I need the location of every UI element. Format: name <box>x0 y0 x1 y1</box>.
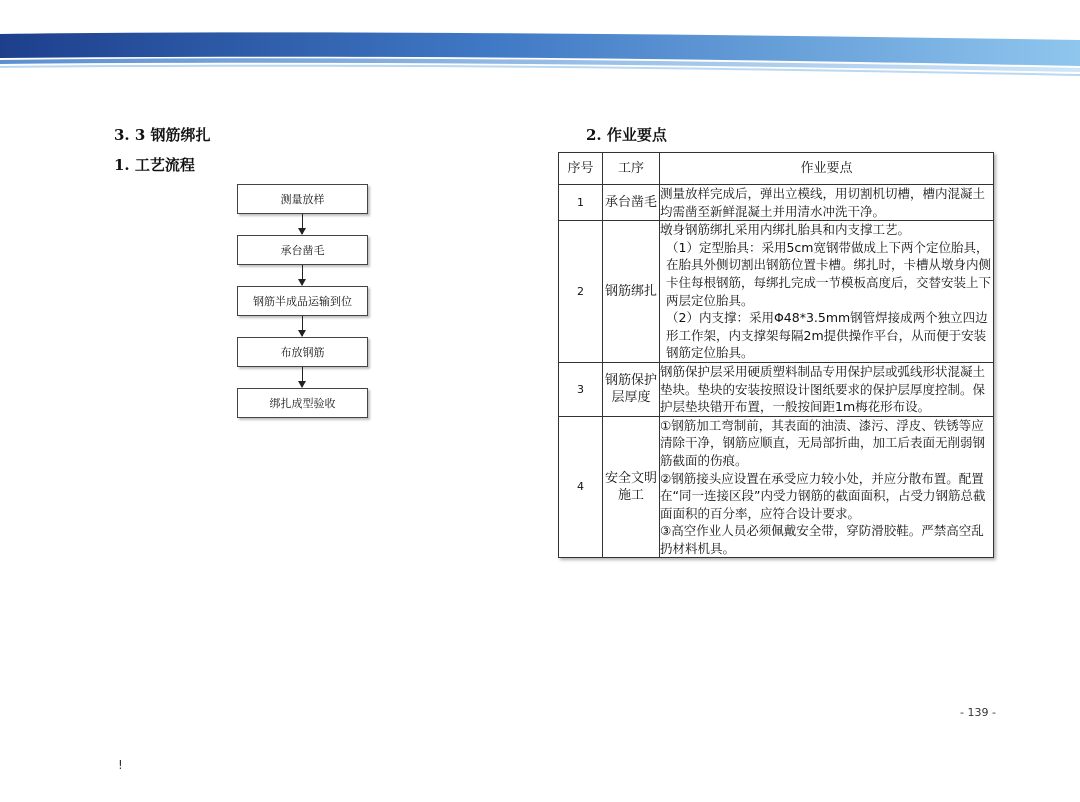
points-title: 2. 作业要点 <box>586 126 667 144</box>
point-text: 测量放样完成后，弹出立模线，用切割机切槽，槽内混凝土均需凿至新鲜混凝土并用清水冲洗干净。 <box>660 186 986 219</box>
process-title: 1. 工艺流程 <box>114 156 195 174</box>
point-text: ③高空作业人员必须佩戴安全带，穿防滑胶鞋。严禁高空乱扔材料机具。 <box>660 523 984 556</box>
table-row <box>559 221 994 363</box>
flow-step: 绑扎成型验收 <box>237 388 368 418</box>
table-row <box>559 185 994 221</box>
footer-mark: ! <box>118 758 123 772</box>
work-points-table <box>558 152 994 558</box>
flow-arrow <box>302 265 303 285</box>
row-no: 1 <box>559 185 603 221</box>
flow-step: 钢筋半成品运输到位 <box>237 286 368 316</box>
flow-arrow <box>302 214 303 234</box>
point-text: 墩身钢筋绑扎采用内绑扎胎具和内支撑工艺。 <box>660 222 911 238</box>
point-text: （1）定型胎具：采用5cm宽钢带做成上下两个定位胎具，在胎具外侧切割出钢筋位置卡槽。绑扎时，卡槽从墩身内侧卡住每根钢筋，每绑扎完成一节模板高度后，交替安装上下两层定位胎具。 <box>666 239 992 308</box>
flow-arrow <box>302 367 303 387</box>
row-no: 4 <box>559 416 603 558</box>
point-text: 钢筋保护层采用硬质塑料制品专用保护层或弧线形状混凝土垫块。垫块的安装按照设计图纸要求的保护层厚度控制。保护层垫块错开布置，一般按间距1m梅花形布设。 <box>660 363 986 415</box>
header-banner <box>0 0 1080 80</box>
table-header-row <box>559 153 994 185</box>
row-no: 3 <box>559 362 603 416</box>
point-text: （2）内支撑：采用Φ48*3.5mm钢管焊接成两个独立四边形工作架，内支撑架每隔2m提供操作平台，从而便于安装钢筋定位胎具。 <box>666 310 988 361</box>
section-title: 3. 3 钢筋绑扎 <box>114 126 211 144</box>
table-row <box>559 362 994 416</box>
row-points <box>660 221 994 363</box>
header-process: 工序 <box>603 153 660 185</box>
row-no: 2 <box>559 221 603 363</box>
table-row <box>559 416 994 558</box>
row-process: 承台凿毛 <box>603 185 660 221</box>
row-process: 钢筋保护层厚度 <box>603 362 660 416</box>
row-points <box>660 362 994 416</box>
page-number: - 139 - <box>960 706 996 719</box>
point-text: ①钢筋加工弯制前，其表面的油渍、漆污、浮皮、铁锈等应清除干净，钢筋应顺直，无局部折曲，加工后表面无削弱钢筋截面的伤痕。 <box>660 417 986 468</box>
point-text: ②钢筋接头应设置在承受应力较小处，并应分散布置。配置在“同一连接区段”内受力钢筋的截面面积，占受力钢筋总截面面积的百分率，应符合设计要求。 <box>660 470 986 521</box>
flow-arrow <box>302 316 303 336</box>
flow-step: 承台凿毛 <box>237 235 368 265</box>
header-points: 作业要点 <box>660 153 994 185</box>
header-no: 序号 <box>559 153 603 185</box>
row-points <box>660 416 994 558</box>
flow-step: 测量放样 <box>237 184 368 214</box>
row-process: 安全文明施工 <box>603 416 660 558</box>
flow-step: 布放钢筋 <box>237 337 368 367</box>
row-points <box>660 185 994 221</box>
row-process: 钢筋绑扎 <box>603 221 660 363</box>
